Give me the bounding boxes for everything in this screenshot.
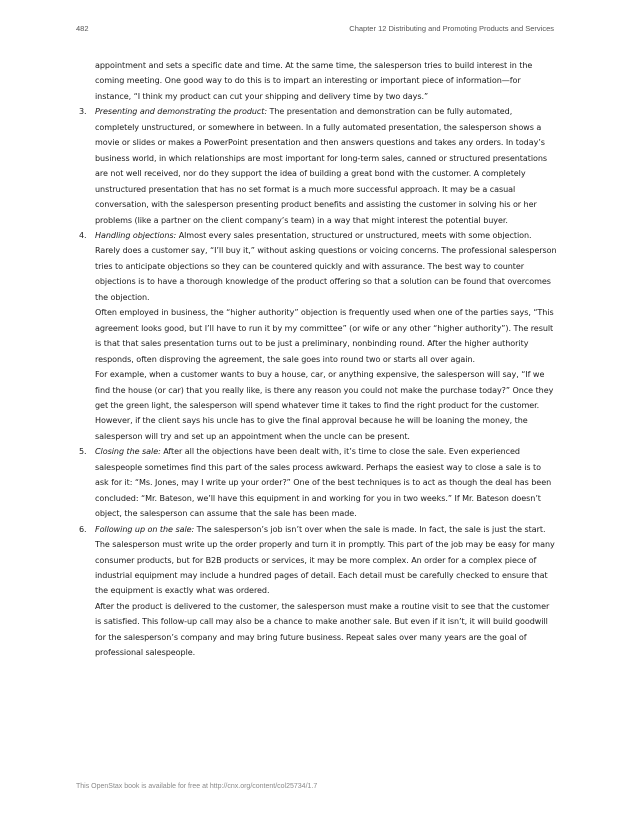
list-item-text: The salesperson’s job isn’t over when the sale is made. In fact, the sale is just the start. The salesperson must write up the order properly and turn it in promptly. This part of the job may be easy for many consumer products, but for B2B products or services, it may be more complex. An order for a complex piece of industrial equipment may include a hundred pages of detail. Each detail must be carefully checked to ensure that the equipment is exactly what was ordered. bbox=[95, 524, 555, 596]
list-item-follow-up bbox=[79, 522, 557, 661]
page-body bbox=[79, 58, 557, 661]
list-item-number: 4. bbox=[79, 230, 87, 240]
list-item-label: Presenting and demonstrating the product: bbox=[95, 107, 268, 117]
list-item-paragraph: Often employed in business, the “higher authority” objection is frequently used when one of the parties says, “This agreement looks good, but I’ll have to run it by my committee” (or wife or any other “higher authority”). The result is that that sales presentation turns out to be just a preliminary, nonbinding round. After the higher authority responds, often disproving the agreement, the sale goes into round two or starts all over again. bbox=[95, 308, 554, 364]
chapter-title: Chapter 12 Distributing and Promoting Products and Services bbox=[349, 24, 554, 33]
list-item-paragraph: For example, when a customer wants to buy a house, car, or anything expensive, the salesperson will say, “If we find the house (or car) that you really like, is there any reason you could not make the purchase today?” Once they get the green light, the salesperson will spend whatever time it takes to find the right product for the customer. However, if the client says his uncle has to give the final approval because he will be loaning the money, the salesperson will try and set up an appointment when the uncle can be present. bbox=[95, 370, 554, 441]
list-item-label: Closing the sale: bbox=[95, 447, 161, 457]
list-item-label: Handling objections: bbox=[95, 230, 177, 240]
list-item-objections bbox=[79, 228, 557, 444]
list-item-paragraph bbox=[95, 104, 557, 228]
page-number: 482 bbox=[76, 24, 89, 33]
list-item-text: The presentation and demonstration can be fully automated, completely unstructured, or somewhere in between. In a fully automated presentation, the salesperson shows a movie or slides or makes a PowerPoint presentation and then answers questions and takes any orders. In today’s business world, in which relationships are most important for long-term sales, canned or structured presentations are not well received, nor do they support the idea of building a great bond with the customer. A completely unstructured presentation that has no set format is a much more successful approach. It may be a casual conversation, with the salesperson presenting product benefits and assisting the customer in solving his or her problems (like a partner on the client company’s team) in a way that might interest the potential buyer. bbox=[95, 107, 548, 225]
list-item-number: 6. bbox=[79, 524, 87, 534]
list-item-number: 5. bbox=[79, 447, 87, 457]
list-item-paragraph bbox=[95, 522, 557, 599]
list-item-paragraph: After the product is delivered to the customer, the salesperson must make a routine visit to see that the customer is satisfied. This follow-up call may also be a chance to make another sale. But even if it isn’t, it will build goodwill for the salesperson’s company and may bring future business. Repeat sales over many years are the goal of professional salespeople. bbox=[95, 601, 550, 658]
list-item-text: After all the objections have been dealt with, it’s time to close the sale. Even experienced salespeople sometimes find this part of the sales process awkward. Perhaps the easiest way to close a sale is to ask for it: “Ms. Jones, may I write up your order?” One of the best techniques is to act as though the deal has been concluded: “Mr. Bateson, we’ll have this equipment in and working for you in two weeks.” If Mr. Bateson doesn’t object, the salesperson can assume that the sale has been made. bbox=[95, 447, 552, 519]
footer-note: This OpenStax book is available for free at http://cnx.org/content/col25734/1.7 bbox=[76, 783, 318, 790]
list-item-text: Almost every sales presentation, structured or unstructured, meets with some objection. Rarely does a customer say, “I’ll buy it,” without asking questions or voicing concerns. The professional salesperson tries to anticipate objections so they can be countered quickly and with assurance. The best way to counter objections is to have a thorough knowledge of the product offering so that a solution can be found that overcomes the objection. bbox=[95, 230, 557, 302]
list-item-closing bbox=[79, 444, 557, 521]
list-item-presenting bbox=[79, 104, 557, 228]
list-item-paragraph bbox=[95, 444, 557, 521]
list-item-paragraph bbox=[95, 228, 557, 305]
list-item-number: 3. bbox=[79, 107, 87, 117]
intro-paragraph: appointment and sets a specific date and time. At the same time, the salesperson tries to build interest in the coming meeting. One good way to do this is to impart an interesting or important piece of information—for instance, “I think my product can cut your shipping and delivery time by two days.” bbox=[95, 61, 533, 101]
list-item-label: Following up on the sale: bbox=[95, 524, 195, 534]
